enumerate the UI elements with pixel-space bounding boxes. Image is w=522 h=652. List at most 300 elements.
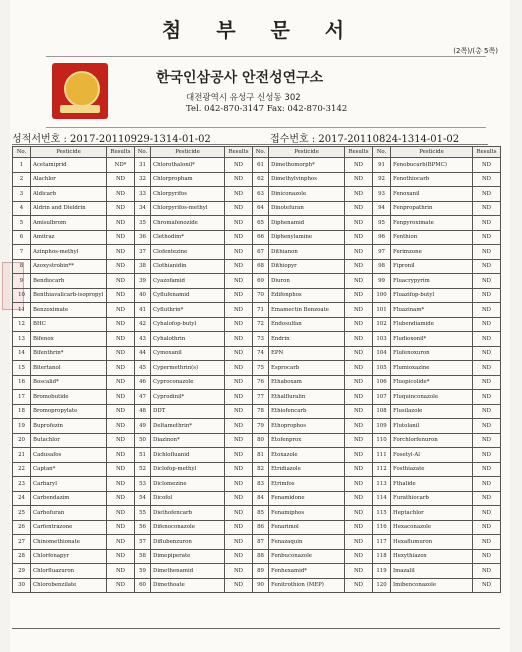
result-value: ND: [225, 578, 253, 593]
pesticide-name: Dichlofluanid: [151, 448, 225, 463]
row-number: 74: [253, 346, 269, 361]
pesticide-name: Benthiavalicarb-isopropyl: [31, 288, 107, 303]
row-number: 89: [253, 564, 269, 579]
result-value: ND: [473, 462, 501, 477]
pesticide-name: Imibenconazole: [391, 578, 473, 593]
pesticide-name: Cyhalofop-butyl: [151, 317, 225, 332]
result-value: ND: [225, 187, 253, 202]
row-number: 96: [373, 230, 391, 245]
header-pesticide: Pesticide: [269, 147, 345, 158]
page-bottom-rule: [12, 628, 500, 629]
table-row: [13, 216, 501, 231]
company-logo: [52, 63, 108, 119]
result-value: ND: [345, 332, 373, 347]
pesticide-name: Alachlor: [31, 172, 107, 187]
letterhead: [46, 56, 486, 128]
pesticide-name: Chinomethionate: [31, 535, 107, 550]
row-number: 64: [253, 201, 269, 216]
row-number: 107: [373, 390, 391, 405]
pesticide-name: Ethoprophos: [269, 419, 345, 434]
pesticide-name: Fenamidone: [269, 491, 345, 506]
pesticide-name: Fenothiocarb: [391, 172, 473, 187]
row-number: 83: [253, 477, 269, 492]
table-row: [13, 520, 501, 535]
table-row: [13, 506, 501, 521]
header-results: Results: [473, 147, 501, 158]
table-row: [13, 419, 501, 434]
result-value: ND: [345, 230, 373, 245]
result-value: ND: [473, 187, 501, 202]
result-value: ND: [473, 375, 501, 390]
result-value: ND: [473, 491, 501, 506]
organization-address: 대전광역시 유성구 신성동 302: [186, 93, 301, 103]
result-value: ND: [225, 506, 253, 521]
pesticide-name: Forchlorfenuron: [391, 433, 473, 448]
pesticide-name: Fenpyroximate: [391, 216, 473, 231]
row-number: 48: [135, 404, 151, 419]
table-row: [13, 491, 501, 506]
row-number: 99: [373, 274, 391, 289]
pesticide-name: Fenarimol: [269, 520, 345, 535]
receipt-number: 접수번호 : 2017-20110824-1314-01-02: [270, 134, 460, 145]
row-number: 1: [13, 158, 31, 173]
pesticide-name: Fluacrypyrim: [391, 274, 473, 289]
result-value: ND: [345, 172, 373, 187]
row-number: 44: [135, 346, 151, 361]
pesticide-name: Etofenprox: [269, 433, 345, 448]
result-value: ND: [345, 564, 373, 579]
pesticide-name: Chlorothalonil*: [151, 158, 225, 173]
result-value: ND: [345, 187, 373, 202]
pesticide-name: Cyproconazole: [151, 375, 225, 390]
pesticide-name: Captan*: [31, 462, 107, 477]
pesticide-name: Carbendazim: [31, 491, 107, 506]
pesticide-name: Benzoximate: [31, 303, 107, 318]
result-value: ND: [225, 303, 253, 318]
row-number: 60: [135, 578, 151, 593]
pesticide-name: Carbaryl: [31, 477, 107, 492]
table-row: [13, 404, 501, 419]
row-number: 19: [13, 419, 31, 434]
result-value: ND: [225, 404, 253, 419]
pesticide-name: Cyazofamid: [151, 274, 225, 289]
pesticide-name: Fenobucarb(BPMC): [391, 158, 473, 173]
result-value: ND: [225, 462, 253, 477]
table-row: [13, 158, 501, 173]
row-number: 17: [13, 390, 31, 405]
pesticide-name: Diniconazole: [269, 187, 345, 202]
row-number: 120: [373, 578, 391, 593]
pesticide-name: Heptachlor: [391, 506, 473, 521]
table-row: [13, 274, 501, 289]
row-number: 2: [13, 172, 31, 187]
row-number: 52: [135, 462, 151, 477]
pesticide-name: Difenoconazole: [151, 520, 225, 535]
pesticide-name: Cyflufenamid: [151, 288, 225, 303]
result-value: ND: [473, 245, 501, 260]
result-value: ND: [473, 216, 501, 231]
result-value: ND: [345, 477, 373, 492]
pesticide-name: Chlorfenapyr: [31, 549, 107, 564]
result-value: ND: [107, 390, 135, 405]
header-no: No.: [373, 147, 391, 158]
result-value: ND: [225, 346, 253, 361]
pesticide-name: Flubendiamide: [391, 317, 473, 332]
row-number: 30: [13, 578, 31, 593]
result-value: ND: [345, 201, 373, 216]
pesticide-name: Chromafenozide: [151, 216, 225, 231]
pesticide-results-table: [12, 146, 501, 593]
result-value: ND: [345, 303, 373, 318]
row-number: 71: [253, 303, 269, 318]
pesticide-name: Carbofuran: [31, 506, 107, 521]
result-value: ND: [107, 419, 135, 434]
pesticide-name: Aldicarb: [31, 187, 107, 202]
table-header-row: [13, 147, 501, 158]
header-no: No.: [253, 147, 269, 158]
row-number: 35: [135, 216, 151, 231]
pesticide-name: Chlorobenzilate: [31, 578, 107, 593]
pesticide-name: Hexythiazox: [391, 549, 473, 564]
result-value: ND: [225, 172, 253, 187]
row-number: 38: [135, 259, 151, 274]
row-number: 53: [135, 477, 151, 492]
row-number: 117: [373, 535, 391, 550]
pesticide-name: Fluopicolide*: [391, 375, 473, 390]
result-value: ND: [107, 230, 135, 245]
row-number: 6: [13, 230, 31, 245]
result-value: ND: [107, 433, 135, 448]
header-pesticide: Pesticide: [31, 147, 107, 158]
table-row: [13, 390, 501, 405]
pesticide-name: Chlorfluazuron: [31, 564, 107, 579]
table-row: [13, 361, 501, 376]
table-row: [13, 578, 501, 593]
result-value: ND: [473, 404, 501, 419]
result-value: ND: [107, 520, 135, 535]
result-value: ND: [225, 375, 253, 390]
row-number: 69: [253, 274, 269, 289]
row-number: 114: [373, 491, 391, 506]
pesticide-name: Diazinon*: [151, 433, 225, 448]
pesticide-name: Flufenoxuron: [391, 346, 473, 361]
header-no: No.: [135, 147, 151, 158]
result-value: ND: [473, 201, 501, 216]
result-value: ND: [345, 433, 373, 448]
result-value: ND: [473, 158, 501, 173]
table-row: [13, 477, 501, 492]
row-number: 91: [373, 158, 391, 173]
row-number: 15: [13, 361, 31, 376]
pesticide-name: Clothianidin: [151, 259, 225, 274]
pesticide-name: Fluazinam*: [391, 303, 473, 318]
result-value: ND: [107, 201, 135, 216]
pesticide-name: Fenamiphos: [269, 506, 345, 521]
row-number: 54: [135, 491, 151, 506]
pesticide-name: Bromobutide: [31, 390, 107, 405]
pesticide-name: Diphenamid: [269, 216, 345, 231]
result-value: ND: [345, 245, 373, 260]
row-number: 101: [373, 303, 391, 318]
result-value: ND: [345, 491, 373, 506]
result-value: ND: [107, 506, 135, 521]
pesticide-name: Etridiazole: [269, 462, 345, 477]
result-value: ND: [345, 419, 373, 434]
row-number: 95: [373, 216, 391, 231]
table-row: [13, 462, 501, 477]
result-value: ND: [345, 375, 373, 390]
result-value: ND: [473, 448, 501, 463]
certificate-number: 성적서번호 : 2017-20110929-1314-01-02: [12, 134, 211, 145]
result-value: ND: [107, 448, 135, 463]
row-number: 16: [13, 375, 31, 390]
result-value: ND: [345, 288, 373, 303]
row-number: 93: [373, 187, 391, 202]
row-number: 3: [13, 187, 31, 202]
row-number: 11: [13, 303, 31, 318]
pesticide-name: Chlorpropham: [151, 172, 225, 187]
result-value: ND: [107, 535, 135, 550]
result-value: ND: [107, 187, 135, 202]
table-row: [13, 245, 501, 260]
row-number: 56: [135, 520, 151, 535]
result-value: ND: [473, 288, 501, 303]
pesticide-name: Flutolanil: [391, 419, 473, 434]
pesticide-name: Azinphos-methyl: [31, 245, 107, 260]
result-value: ND: [473, 332, 501, 347]
row-number: 88: [253, 549, 269, 564]
pesticide-name: Chlorpyrifos: [151, 187, 225, 202]
pesticide-name: Fipronil: [391, 259, 473, 274]
row-number: 8: [13, 259, 31, 274]
result-value: ND: [225, 201, 253, 216]
pesticide-name: Butachlor: [31, 433, 107, 448]
pesticide-name: Etrimfos: [269, 477, 345, 492]
row-number: 57: [135, 535, 151, 550]
pesticide-name: Fluquinconazole: [391, 390, 473, 405]
result-value: ND: [225, 317, 253, 332]
row-number: 94: [373, 201, 391, 216]
row-number: 5: [13, 216, 31, 231]
pesticide-name: Emamectin Benzoate: [269, 303, 345, 318]
result-value: ND: [225, 288, 253, 303]
result-value: ND: [473, 317, 501, 332]
pesticide-name: Chlorpyrifos-methyl: [151, 201, 225, 216]
result-value: ND: [473, 433, 501, 448]
result-value: ND: [107, 259, 135, 274]
table-row: [13, 535, 501, 550]
result-value: ND: [107, 578, 135, 593]
row-number: 42: [135, 317, 151, 332]
result-value: ND: [345, 346, 373, 361]
result-value: ND: [473, 274, 501, 289]
pesticide-name: Bitertanol: [31, 361, 107, 376]
table-row: [13, 317, 501, 332]
logo-emblem-icon: [64, 71, 100, 107]
pesticide-name: Dimethoate: [151, 578, 225, 593]
result-value: ND: [345, 578, 373, 593]
table-row: [13, 187, 501, 202]
row-number: 97: [373, 245, 391, 260]
row-number: 18: [13, 404, 31, 419]
pesticide-name: Clethodim*: [151, 230, 225, 245]
row-number: 36: [135, 230, 151, 245]
result-value: ND: [107, 288, 135, 303]
row-number: 62: [253, 172, 269, 187]
result-value: ND: [345, 520, 373, 535]
result-value: ND: [225, 477, 253, 492]
pesticide-name: Dithiopyr: [269, 259, 345, 274]
row-number: 82: [253, 462, 269, 477]
pesticide-name: Cyhalothrin: [151, 332, 225, 347]
row-number: 63: [253, 187, 269, 202]
table-row: [13, 288, 501, 303]
pesticide-name: Cyfluthrin*: [151, 303, 225, 318]
pesticide-name: Flusilazole: [391, 404, 473, 419]
row-number: 12: [13, 317, 31, 332]
pesticide-name: Fthalide: [391, 477, 473, 492]
table-row: [13, 259, 501, 274]
row-number: 4: [13, 201, 31, 216]
pesticide-name: Diflubenzuron: [151, 535, 225, 550]
row-number: 50: [135, 433, 151, 448]
row-number: 76: [253, 375, 269, 390]
header-results: Results: [225, 147, 253, 158]
row-number: 90: [253, 578, 269, 593]
header-pesticide: Pesticide: [391, 147, 473, 158]
result-value: ND: [225, 230, 253, 245]
result-value: ND: [345, 158, 373, 173]
result-value: ND: [345, 448, 373, 463]
result-value: ND: [107, 317, 135, 332]
result-value: ND: [225, 390, 253, 405]
result-value: ND: [345, 216, 373, 231]
pesticide-name: Dicofol: [151, 491, 225, 506]
result-value: ND: [107, 332, 135, 347]
row-number: 25: [13, 506, 31, 521]
result-value: ND: [225, 520, 253, 535]
result-value: ND: [473, 419, 501, 434]
pesticide-name: Endrin: [269, 332, 345, 347]
pesticide-name: EPN: [269, 346, 345, 361]
pesticide-name: Aldrin and Dieldrin: [31, 201, 107, 216]
pesticide-name: Deltamethrin*: [151, 419, 225, 434]
report-numbers: [12, 130, 488, 145]
row-number: 116: [373, 520, 391, 535]
pesticide-name: Fenazaquin: [269, 535, 345, 550]
result-value: ND: [107, 274, 135, 289]
pesticide-name: DDT: [151, 404, 225, 419]
row-number: 43: [135, 332, 151, 347]
pesticide-name: Fenoxanil: [391, 187, 473, 202]
pesticide-name: Dimethylvinphos: [269, 172, 345, 187]
row-number: 100: [373, 288, 391, 303]
row-number: 45: [135, 361, 151, 376]
row-number: 102: [373, 317, 391, 332]
result-value: ND: [107, 462, 135, 477]
pesticide-name: Dithianon: [269, 245, 345, 260]
pesticide-name: Fenitrothion (MEP): [269, 578, 345, 593]
result-value: ND: [107, 172, 135, 187]
row-number: 20: [13, 433, 31, 448]
row-number: 72: [253, 317, 269, 332]
row-number: 118: [373, 549, 391, 564]
logo-mark-icon: [60, 105, 100, 113]
result-value: ND: [473, 578, 501, 593]
result-value: ND: [107, 491, 135, 506]
result-value: ND: [225, 419, 253, 434]
row-number: 75: [253, 361, 269, 376]
row-number: 34: [135, 201, 151, 216]
pesticide-name: Fenbuconazole: [269, 549, 345, 564]
result-value: ND: [107, 375, 135, 390]
pesticide-name: Etoxazole: [269, 448, 345, 463]
pesticide-name: Furathiocarb: [391, 491, 473, 506]
row-number: 33: [135, 187, 151, 202]
result-value: ND: [473, 230, 501, 245]
result-value: ND: [225, 535, 253, 550]
pesticide-name: Acetamiprid: [31, 158, 107, 173]
row-number: 119: [373, 564, 391, 579]
result-value: ND: [473, 390, 501, 405]
row-number: 115: [373, 506, 391, 521]
pesticide-name: Dimepiperate: [151, 549, 225, 564]
row-number: 92: [373, 172, 391, 187]
pesticide-name: Fosetyl-Al: [391, 448, 473, 463]
pesticide-name: Ethiofencarb: [269, 404, 345, 419]
result-value: ND: [345, 259, 373, 274]
result-value: ND: [345, 361, 373, 376]
table-row: [13, 230, 501, 245]
result-value: ND: [225, 361, 253, 376]
row-number: 108: [373, 404, 391, 419]
row-number: 110: [373, 433, 391, 448]
result-value: ND: [345, 404, 373, 419]
row-number: 37: [135, 245, 151, 260]
pesticide-name: Dimethenamid: [151, 564, 225, 579]
row-number: 77: [253, 390, 269, 405]
result-value: ND: [107, 477, 135, 492]
pesticide-name: Imazalil: [391, 564, 473, 579]
row-number: 106: [373, 375, 391, 390]
pesticide-name: Fenthion: [391, 230, 473, 245]
result-value: ND: [473, 564, 501, 579]
result-value: ND: [473, 172, 501, 187]
result-value: ND: [225, 274, 253, 289]
row-number: 47: [135, 390, 151, 405]
header-results: Results: [107, 147, 135, 158]
row-number: 61: [253, 158, 269, 173]
table-row: [13, 201, 501, 216]
pesticide-name: Bromopropylate: [31, 404, 107, 419]
result-value: ND: [345, 535, 373, 550]
row-number: 86: [253, 520, 269, 535]
pesticide-name: Clofentezine: [151, 245, 225, 260]
document-title: 첨 부 문 서: [161, 18, 359, 42]
pesticide-name: Fenpropathrin: [391, 201, 473, 216]
pesticide-name: Endosulfan: [269, 317, 345, 332]
pesticide-name: Cyprodinil*: [151, 390, 225, 405]
header-pesticide: Pesticide: [151, 147, 225, 158]
result-value: ND: [225, 549, 253, 564]
row-number: 58: [135, 549, 151, 564]
organization-name: 한국인삼공사 안전성연구소: [156, 70, 324, 86]
pesticide-name: Edifenphos: [269, 288, 345, 303]
pesticide-name: Fludioxonil*: [391, 332, 473, 347]
pesticide-name: Amisulbrom: [31, 216, 107, 231]
row-number: 79: [253, 419, 269, 434]
row-number: 29: [13, 564, 31, 579]
